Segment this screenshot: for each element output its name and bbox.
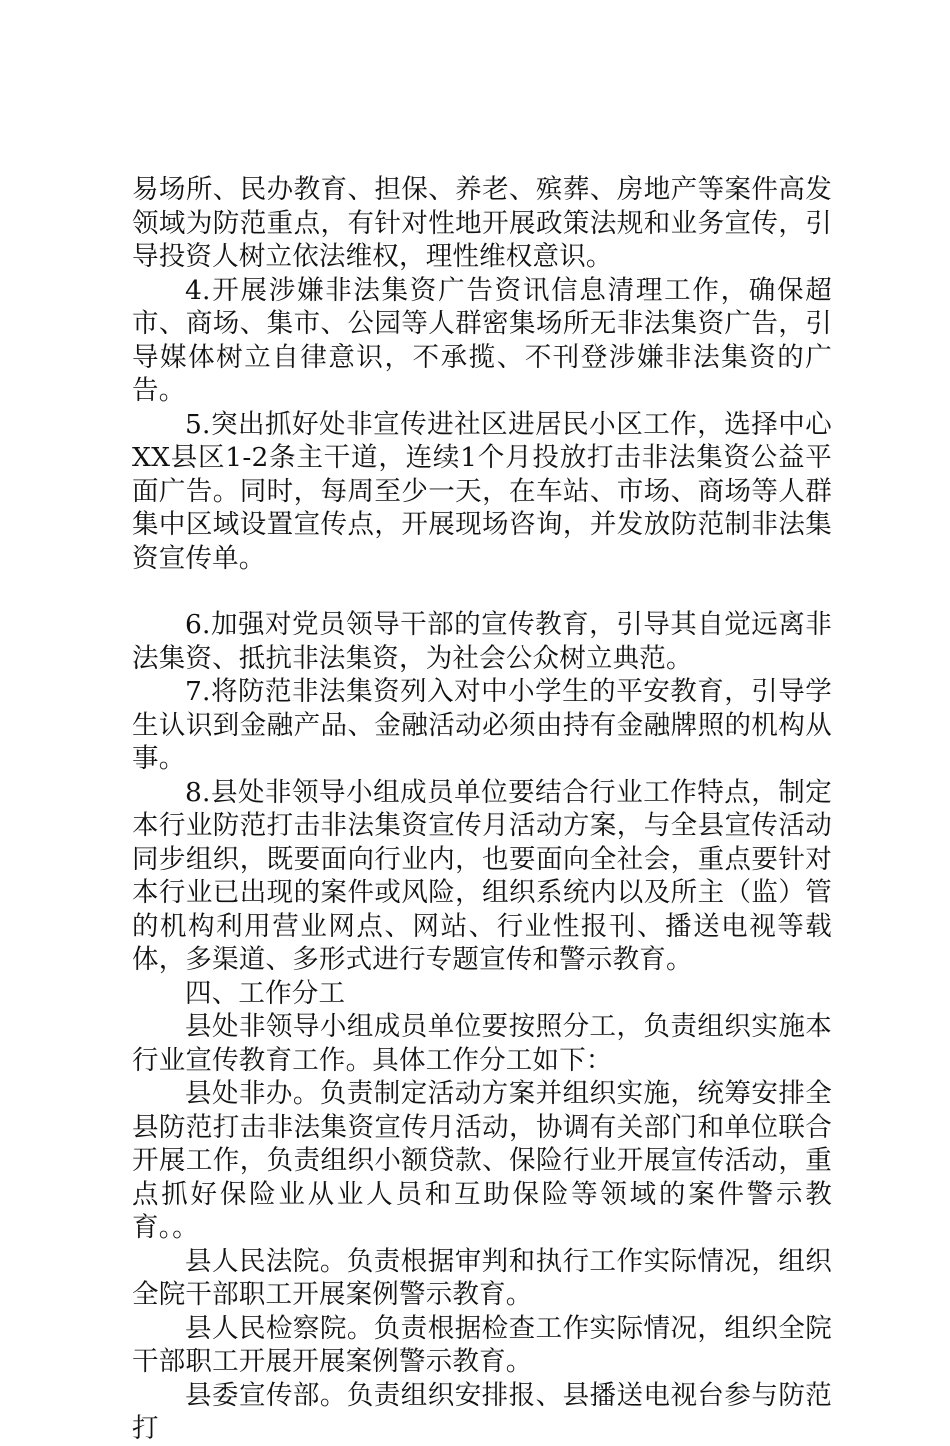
document-body [132,173,832,1446]
paragraph-item-5: 5.突出抓好处非宣传进社区进居民小区工作，选择中心XX县区1-2条主干道，连续1个月投放打击非法集资公益平面广告。同时，每周至少一天，在车站、市场、商场等人群集中区域设置宣传点，开展现场咨询，并发放防范制非法集资宣传单。 [132,408,832,574]
paragraph-item-6: 6.加强对党员领导干部的宣传教育，引导其自觉远离非法集资、抵抗非法集资，为社会公众树立典范。 [132,609,832,674]
paragraph-procuratorate: 县人民检察院。负责根据检查工作实际情况，组织全院干部职工开展开展案例警示教育。 [132,1312,832,1377]
paragraph-item-8: 8.县处非领导小组成员单位要结合行业工作特点，制定本行业防范打击非法集资宣传月活动方案，与全县宣传活动同步组织，既要面向行业内，也要面向全社会，重点要针对本行业已出现的案件或风险，组织系统内以及所主（监）管的机构利用营业网点、网站、行业性报刊、播送电视等载体，多渠道、多形式进行专题宣传和警示教育。 [132,776,832,975]
paragraph-item-7: 7.将防范非法集资列入对中小学生的平安教育，引导学生认识到金融产品、金融活动必须由持有金融牌照的机构从事。 [132,676,832,774]
section-heading: 四、工作分工 [185,977,346,1009]
paragraph-item-4: 4.开展涉嫌非法集资广告资讯信息清理工作，确保超市、商场、集市、公园等人群密集场所无非法集资广告，引导媒体树立自律意识，不承揽、不刊登涉嫌非法集资的广告。 [132,274,832,406]
paragraph-office: 县处非办。负责制定活动方案并组织实施，统筹安排全县防范打击非法集资宣传月活动，协调有关部门和单位联合开展工作，负责组织小额贷款、保险行业开展宣传活动，重点抓好保险业从业人员和互助保险等领域的案件警示教育。。 [132,1078,832,1243]
paragraph-continuation: 易场所、民办教育、担保、养老、殡葬、房地产等案件高发领域为防范重点，有针对性地开展政策法规和业务宣传，引导投资人树立依法维权，理性维权意识。 [132,174,832,272]
paragraph-division-intro: 县处非领导小组成员单位要按照分工，负责组织实施本行业宣传教育工作。具体工作分工如下： [132,1011,832,1076]
paragraph-court: 县人民法院。负责根据审判和执行工作实际情况，组织全院干部职工开展案例警示教育。 [132,1245,832,1310]
paragraph-publicity-dept: 县委宣传部。负责组织安排报、县播送电视台参与防范打 [132,1379,832,1444]
